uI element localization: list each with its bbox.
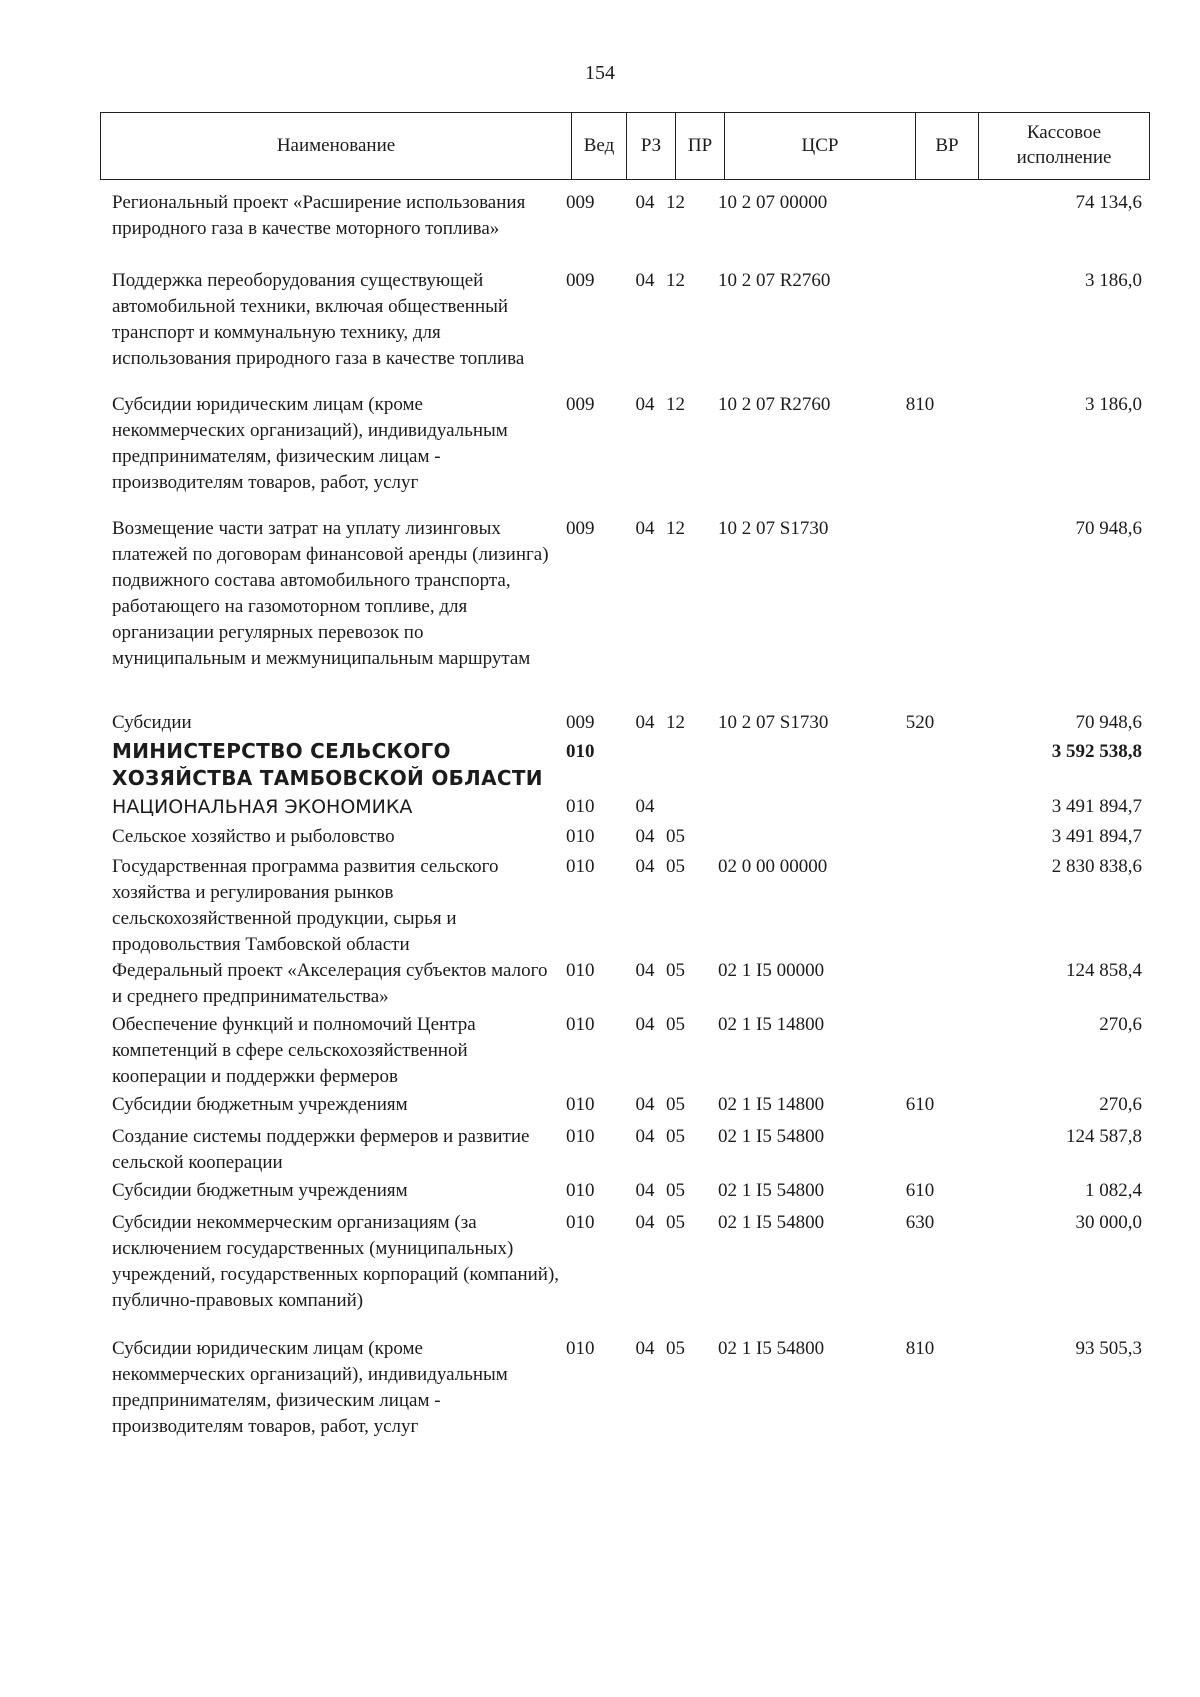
cell-rz: 04 (635, 1180, 655, 1201)
cell-csr: 10 2 07 00000 (718, 192, 828, 213)
cell-pr: 05 (666, 1338, 685, 1359)
cell-ved: 010 (566, 1094, 595, 1115)
cell-sum: 124 587,8 (1066, 1126, 1142, 1147)
cell-vr: 520 (905, 712, 935, 733)
cell-pr: 12 (666, 712, 685, 733)
cell-sum: 270,6 (1099, 1094, 1142, 1115)
cell-csr: 02 1 I5 14800 (718, 1014, 825, 1035)
cell-ved: 010 (566, 960, 595, 981)
cell-sum: 70 948,6 (1075, 712, 1142, 733)
cell-csr: 10 2 07 R2760 (718, 270, 831, 291)
cell-rz: 04 (635, 1014, 655, 1035)
cell-sum: 70 948,6 (1075, 518, 1142, 539)
cell-name: Поддержка переоборудования существующей автомобильной техники, включая общественный транспорт и коммунальную технику, для использования природного газа в качестве топлива (112, 270, 525, 369)
table-row (100, 1012, 1150, 1090)
cell-ved: 010 (566, 796, 595, 817)
cell-pr: 05 (666, 1180, 685, 1201)
cell-ved: 009 (566, 270, 595, 291)
cell-pr: 05 (666, 1212, 685, 1233)
cell-name: Федеральный проект «Акселерация субъектов малого и среднего предпринимательства» (112, 960, 548, 1007)
cell-vr: 630 (905, 1212, 935, 1233)
table-row (100, 1178, 1150, 1204)
cell-name: Региональный проект «Расширение использования природного газа в качестве моторного топлива» (112, 192, 526, 239)
cell-ved: 009 (566, 712, 595, 733)
cell-vr: 610 (905, 1094, 935, 1115)
cell-vr: 810 (905, 1338, 935, 1359)
table-header (100, 112, 1150, 180)
table-row (100, 794, 1150, 820)
cell-rz: 04 (635, 1094, 655, 1115)
cell-vr: 610 (905, 1180, 935, 1201)
cell-pr: 12 (666, 270, 685, 291)
cell-ved: 010 (566, 826, 595, 847)
table-row (100, 392, 1150, 496)
table-row (100, 824, 1150, 850)
cell-rz: 04 (635, 712, 655, 733)
cell-name: НАЦИОНАЛЬНАЯ ЭКОНОМИКА (112, 796, 413, 818)
cell-pr: 05 (666, 1094, 685, 1115)
cell-ved: 010 (566, 1212, 595, 1233)
cell-vr: 810 (905, 394, 935, 415)
cell-name: Обеспечение функций и полномочий Центра компетенций в сфере сельскохозяйственной кооперации и поддержки фермеров (112, 1014, 476, 1087)
cell-ved: 009 (566, 518, 595, 539)
cell-name: Возмещение части затрат на уплату лизинговых платежей по договорам финансовой аренды (лизинга) подвижного состава автомобильного транспорта, работающего на газомоторном топливе, для организации регулярных перевозок по муниципальным и межмуниципальным маршрутам (112, 518, 549, 669)
cell-ved: 010 (566, 856, 595, 877)
cell-csr: 10 2 07 S1730 (718, 518, 829, 539)
cell-sum: 74 134,6 (1075, 192, 1142, 213)
cell-csr: 02 1 I5 00000 (718, 960, 825, 981)
cell-sum: 2 830 838,6 (1051, 856, 1142, 877)
cell-sum: 3 491 894,7 (1051, 796, 1142, 817)
table-row (100, 1210, 1150, 1314)
cell-name: Субсидии бюджетным учреждениям (112, 1180, 408, 1201)
cell-name: Субсидии (112, 712, 192, 733)
cell-rz: 04 (635, 394, 655, 415)
cell-csr: 02 1 I5 14800 (718, 1094, 825, 1115)
page-number: 154 (585, 62, 615, 84)
cell-name: Создание системы поддержки фермеров и развитие сельской кооперации (112, 1126, 530, 1173)
cell-sum: 1 082,4 (1085, 1180, 1142, 1201)
cell-pr: 12 (666, 192, 685, 213)
cell-pr: 05 (666, 1126, 685, 1147)
cell-name: МИНИСТЕРСТВО СЕЛЬСКОГО ХОЗЯЙСТВА ТАМБОВСКОЙ ОБЛАСТИ (112, 739, 543, 790)
cell-pr: 05 (666, 826, 685, 847)
header-csr: ЦСР (725, 113, 916, 179)
cell-pr: 12 (666, 394, 685, 415)
cell-sum: 3 186,0 (1085, 394, 1142, 415)
cell-sum: 30 000,0 (1075, 1212, 1142, 1233)
header-name: Наименование (101, 113, 572, 179)
cell-name: Субсидии некоммерческим организациям (за исключением государственных (муниципальных) учреждений, государственных корпораций (компаний), публично-правовых компаний) (112, 1212, 560, 1311)
cell-name: Субсидии бюджетным учреждениям (112, 1094, 408, 1115)
cell-sum: 3 186,0 (1085, 270, 1142, 291)
table-row (100, 738, 1150, 792)
cell-rz: 04 (635, 518, 655, 539)
table-row (100, 710, 1150, 736)
header-vr: ВР (916, 113, 979, 179)
table-row (100, 516, 1150, 672)
cell-ved: 010 (566, 1180, 595, 1201)
cell-ved: 009 (566, 394, 595, 415)
cell-ved: 010 (566, 1014, 595, 1035)
table-row (100, 854, 1150, 958)
cell-csr: 02 1 I5 54800 (718, 1180, 825, 1201)
cell-rz: 04 (635, 1212, 655, 1233)
cell-rz: 04 (635, 960, 655, 981)
cell-name: Сельское хозяйство и рыболовство (112, 826, 395, 847)
cell-csr: 10 2 07 S1730 (718, 712, 829, 733)
cell-pr: 12 (666, 518, 685, 539)
cell-pr: 05 (666, 856, 685, 877)
cell-rz: 04 (635, 1126, 655, 1147)
cell-ved: 010 (566, 741, 595, 762)
cell-csr: 02 0 00 00000 (718, 856, 828, 877)
cell-ved: 009 (566, 192, 595, 213)
cell-name: Субсидии юридическим лицам (кроме некоммерческих организаций), индивидуальным предпринимателям, физическим лицам - производителям товаров, работ, услуг (112, 394, 508, 493)
cell-rz: 04 (635, 826, 655, 847)
table-row (100, 268, 1150, 372)
table-row (100, 190, 1150, 242)
cell-rz: 04 (635, 856, 655, 877)
cell-rz: 04 (635, 270, 655, 291)
cell-sum: 93 505,3 (1075, 1338, 1142, 1359)
table-row (100, 1336, 1150, 1440)
cell-csr: 02 1 I5 54800 (718, 1212, 825, 1233)
cell-name: Государственная программа развития сельского хозяйства и регулирования рынков сельскохозяйственной продукции, сырья и продовольствия Тамбовской области (112, 856, 499, 955)
cell-sum: 3 592 538,8 (1051, 741, 1142, 762)
cell-name: Субсидии юридическим лицам (кроме некоммерческих организаций), индивидуальным предпринимателям, физическим лицам - производителям товаров, работ, услуг (112, 1338, 508, 1437)
table-row (100, 958, 1150, 1010)
header-rz: РЗ (627, 113, 676, 179)
cell-csr: 02 1 I5 54800 (718, 1126, 825, 1147)
header-sum: Кассовое исполнение (1016, 122, 1112, 168)
cell-rz: 04 (635, 192, 655, 213)
cell-ved: 010 (566, 1126, 595, 1147)
cell-pr: 05 (666, 1014, 685, 1035)
cell-sum: 3 491 894,7 (1051, 826, 1142, 847)
cell-csr: 10 2 07 R2760 (718, 394, 831, 415)
table-row (100, 1124, 1150, 1176)
cell-sum: 270,6 (1099, 1014, 1142, 1035)
header-ved: Вед (572, 113, 627, 179)
cell-rz: 04 (635, 1338, 655, 1359)
cell-ved: 010 (566, 1338, 595, 1359)
cell-rz: 04 (635, 796, 655, 817)
header-pr: ПР (676, 113, 725, 179)
cell-sum: 124 858,4 (1066, 960, 1142, 981)
cell-pr: 05 (666, 960, 685, 981)
cell-csr: 02 1 I5 54800 (718, 1338, 825, 1359)
table-row (100, 1092, 1150, 1118)
